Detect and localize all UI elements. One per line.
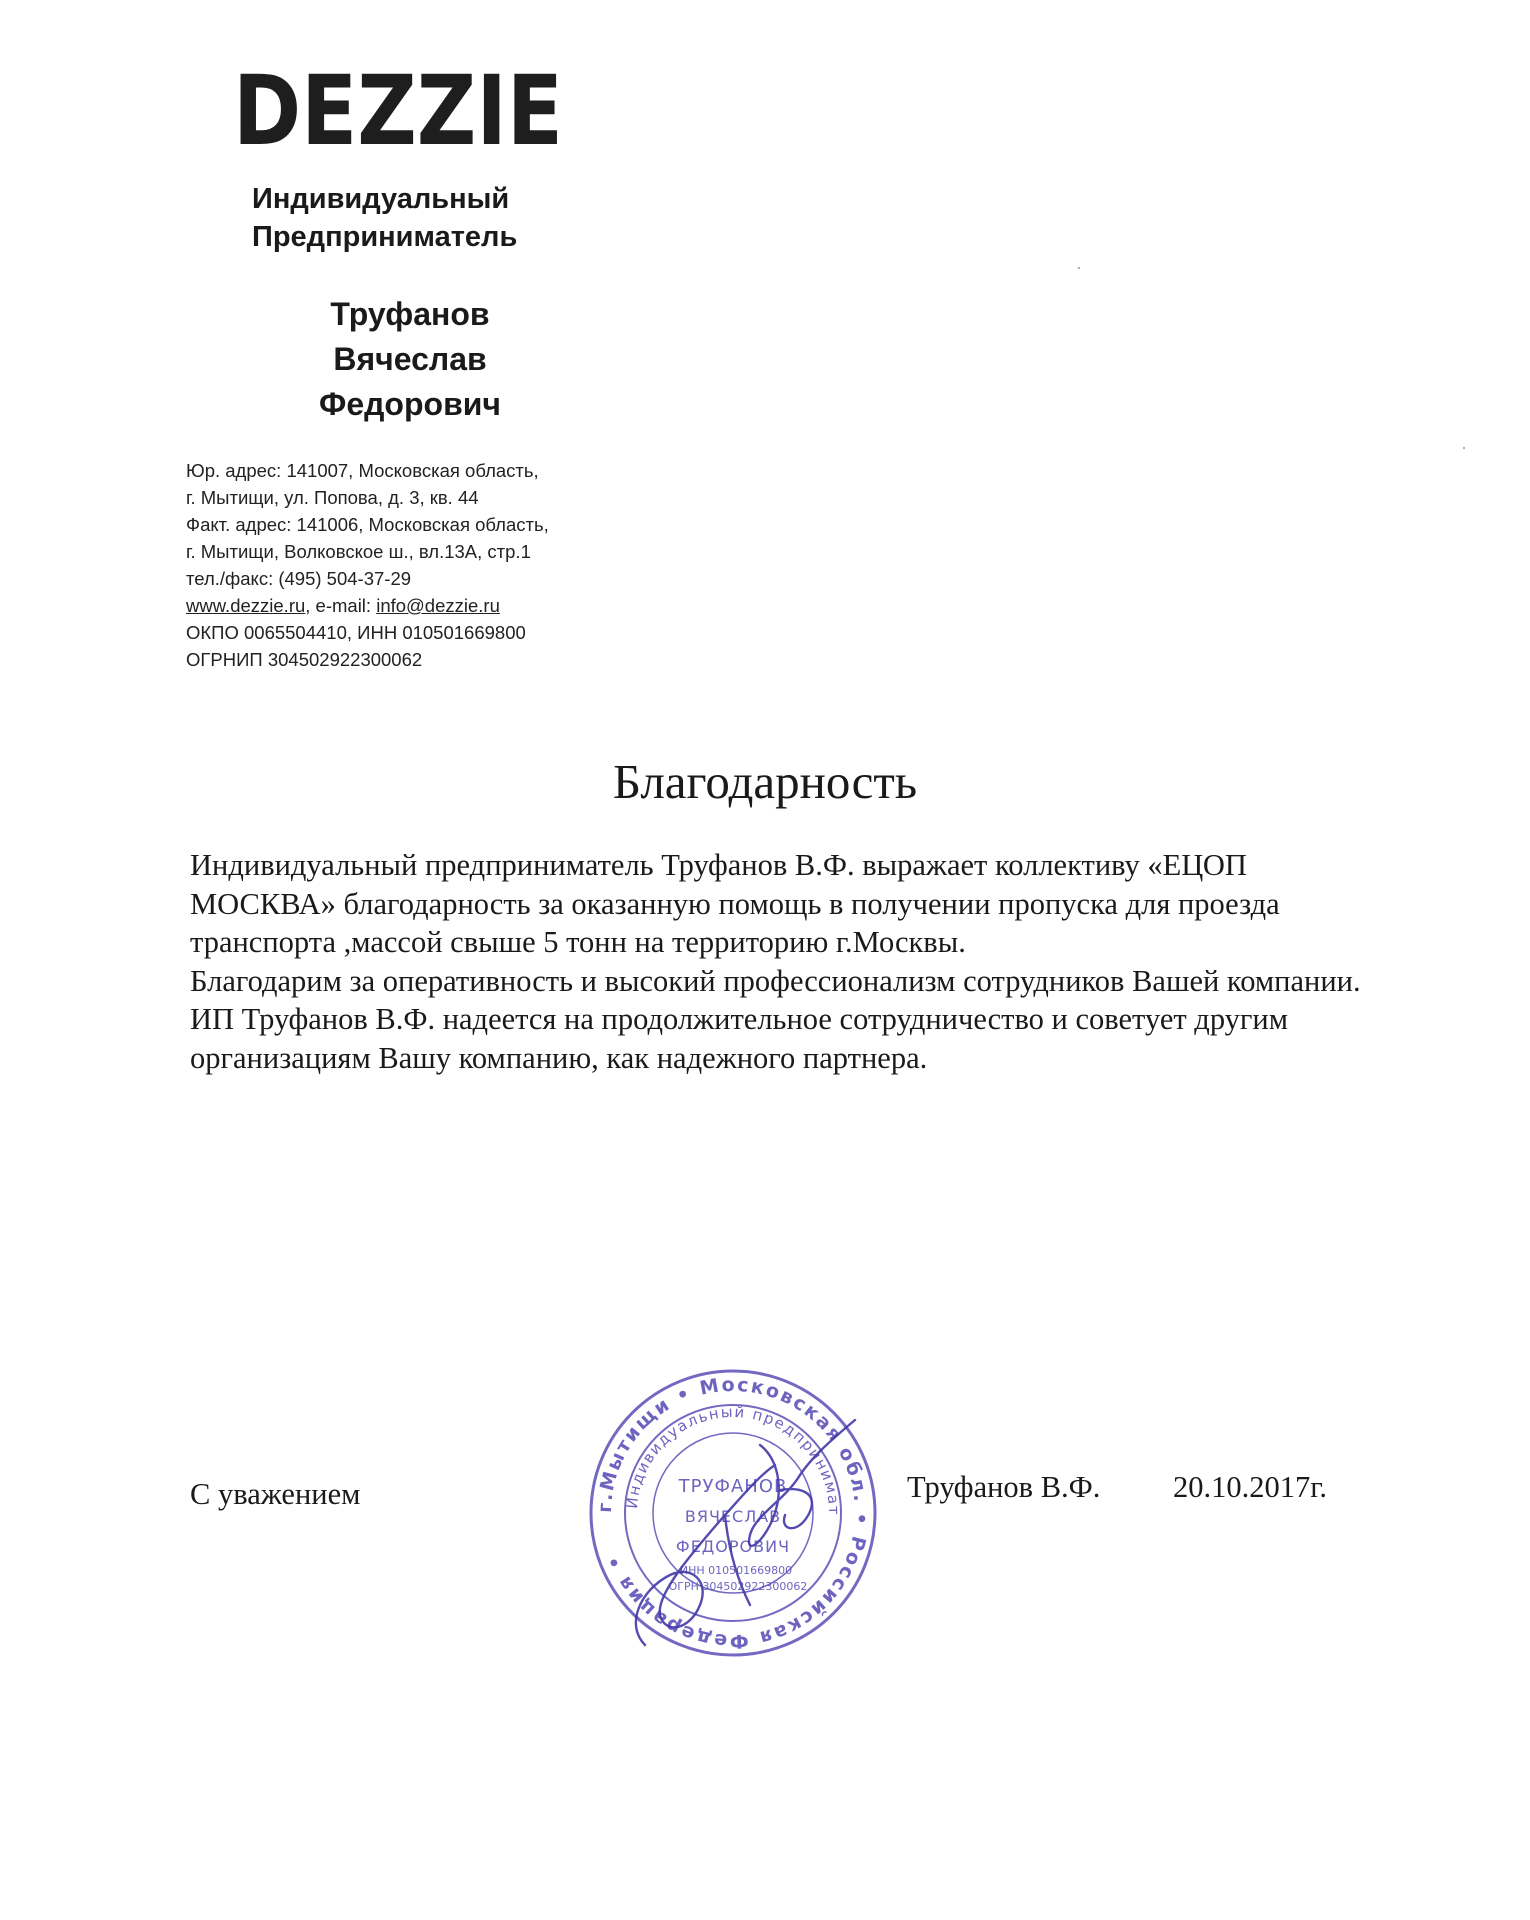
owner-patronymic: Федорович [319, 386, 501, 422]
closing-phrase: С уважением [190, 1477, 361, 1511]
document-title: Благодарность [612, 754, 918, 809]
signature-scribble-icon [610, 1405, 880, 1655]
company-type-line-2: Предприниматель [252, 221, 518, 253]
actual-address-line-1: Факт. адрес: 141006, Московская область, [186, 514, 549, 535]
scan-speck [1463, 447, 1465, 449]
company-type-line-1: Индивидуальный [252, 183, 510, 215]
body-paragraph: ИП Труфанов В.Ф. надеется на продолжительное сотрудничество и советует другим организациям Вашу компанию, как надежного партнера. [190, 1002, 1289, 1075]
stamp-line-1: ТРУФАНОВ [678, 1476, 788, 1497]
ogrnip: ОГРНИП 304502922300062 [186, 649, 423, 670]
legal-address-line-1: Юр. адрес: 141007, Московская область, [186, 460, 539, 481]
company-requisites [186, 457, 549, 673]
contacts-line [186, 592, 549, 619]
signer-name: Труфанов В.Ф. [907, 1470, 1101, 1504]
body-paragraph: Благодарим за оперативность и высокий профессионализм сотрудников Вашей компании. [190, 963, 1361, 998]
scan-speck [1078, 267, 1080, 269]
owner-name [270, 292, 550, 427]
stamp-inner-text: Индивидуальный предпринимат [622, 1402, 844, 1517]
okpo-inn: ОКПО 0065504410, ИНН 010501669800 [186, 622, 526, 643]
logo-wordmark: DEZZIE [233, 55, 563, 167]
company-logo [228, 55, 568, 167]
legal-address-line-2: г. Мытищи, ул. Попова, д. 3, кв. 44 [186, 487, 479, 508]
email-label: , e-mail: [305, 595, 377, 616]
document-body [190, 846, 1375, 1077]
body-paragraph: Индивидуальный предприниматель Труфанов В.Ф. выражает коллективу «ЕЦОП МОСКВА» благодарность за оказанную помощь в получении пропуска для проезда транспорта ,массой свыше 5 тонн на территорию г.Москвы. [190, 848, 1280, 959]
email-link[interactable]: info@dezzie.ru [376, 595, 500, 616]
handwritten-signature [610, 1405, 880, 1655]
owner-surname: Труфанов [330, 296, 490, 332]
stamp-outer-text: г.Мытищи • Московская обл. • Российская Федерация • [593, 1373, 873, 1653]
stamp-inn: ИНН 010501669800 [679, 1564, 793, 1577]
owner-first-name: Вячеслав [333, 341, 487, 377]
dezzie-logo-mark [228, 55, 568, 167]
document-date: 20.10.2017г. [1173, 1470, 1327, 1504]
website-link[interactable]: www.dezzie.ru [186, 595, 306, 616]
stamp-ogrn: ОГРН 304502922300062 [668, 1580, 808, 1593]
phone-fax: тел./факс: (495) 504-37-29 [186, 568, 412, 589]
stamp-line-3: ФЕДОРОВИЧ [675, 1537, 791, 1556]
actual-address-line-2: г. Мытищи, Волковское ш., вл.13А, стр.1 [186, 541, 531, 562]
stamp-line-2: ВЯЧЕСЛАВ [684, 1507, 782, 1526]
company-type [252, 180, 517, 256]
